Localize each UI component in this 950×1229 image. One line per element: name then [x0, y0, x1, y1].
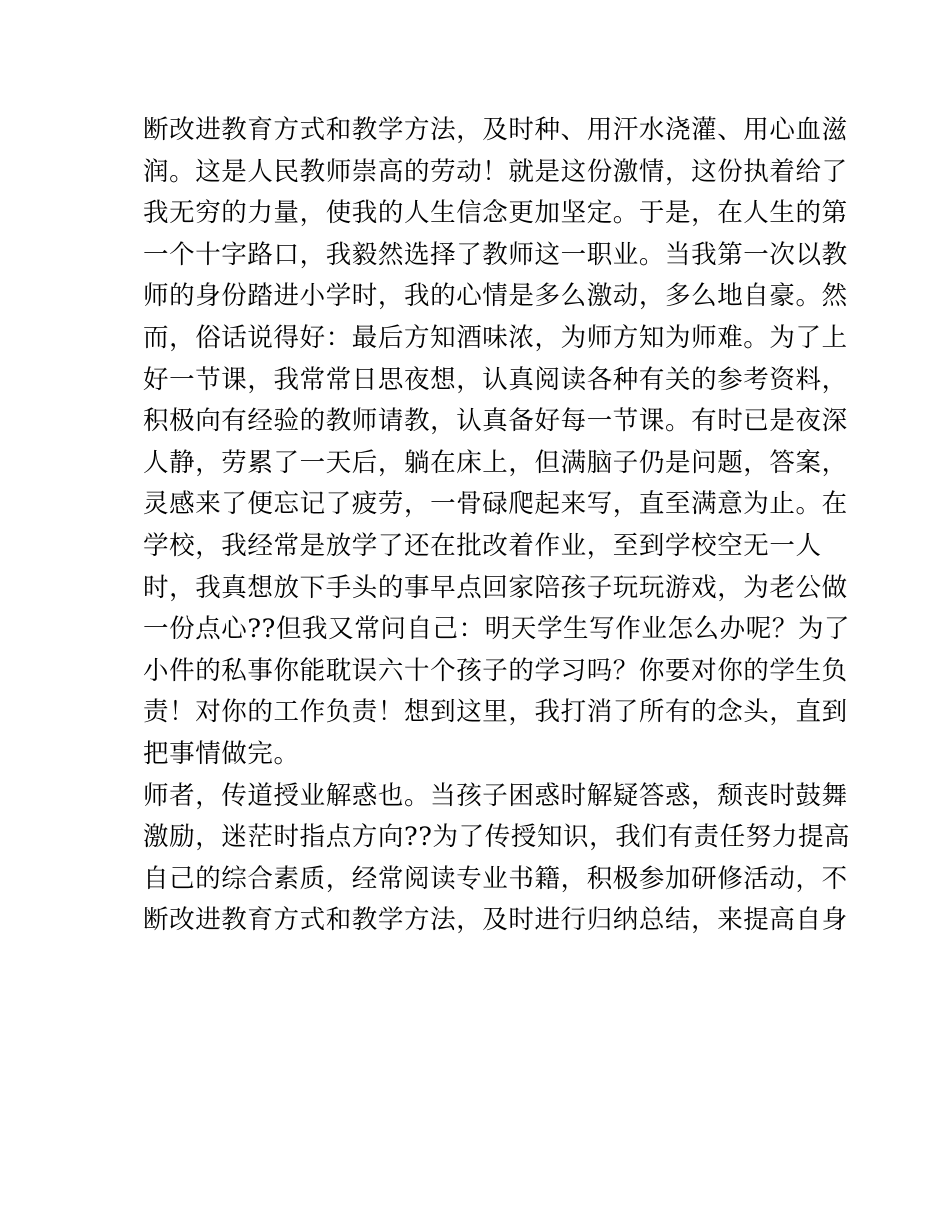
- text-line: 一份点心??但我又常问自己：明天学生写作业怎么办呢？为了: [143, 614, 851, 645]
- text-line: 师的身份踏进小学时，我的心情是多么激动，多么地自豪。然: [143, 281, 848, 312]
- text-line: 学校，我经常是放学了还在批改着作业，至到学校空无一人: [143, 530, 822, 561]
- text-line: 润。这是人民教师崇高的劳动！就是这份激情，这份执着给了: [143, 156, 848, 187]
- text-line: 一个十字路口，我毅然选择了教师这一职业。当我第一次以教: [143, 239, 848, 270]
- text-line: 激励，迷茫时指点方向??为了传授知识，我们有责任努力提高: [143, 822, 851, 853]
- text-line: 小件的私事你能耽误六十个孩子的学习吗？你要对你的学生负: [143, 655, 848, 686]
- text-line: 责！对你的工作负责！想到这里，我打消了所有的念头，直到: [143, 697, 848, 728]
- text-line: 好一节课，我常常日思夜想，认真阅读各种有关的参考资料，: [143, 364, 848, 395]
- text-line: 自己的综合素质，经常阅读专业书籍，积极参加研修活动，不: [143, 863, 848, 894]
- body-text: [143, 110, 851, 942]
- text-line: 灵感来了便忘记了疲劳，一骨碌爬起来写，直至满意为止。在: [143, 489, 848, 520]
- text-line: 我无穷的力量，使我的人生信念更加坚定。于是，在人生的第: [143, 198, 848, 229]
- text-line: 断改进教育方式和教学方法，及时种、用汗水浇灌、用心血滋: [143, 115, 848, 145]
- text-line: 人静，劳累了一天后，躺在床上，但满脑子仍是问题，答案，: [143, 447, 848, 478]
- text-line: 积极向有经验的教师请教，认真备好每一节课。有时已是夜深: [143, 406, 848, 437]
- text-line: 断改进教育方式和教学方法，及时进行归纳总结，来提高自身: [143, 905, 848, 936]
- text-line: 时，我真想放下手头的事早点回家陪孩子玩玩游戏，为老公做: [143, 572, 848, 603]
- text-line: 师者，传道授业解惑也。当孩子困惑时解疑答惑，颓丧时鼓舞: [143, 780, 848, 811]
- text-line: 把事情做完。: [143, 738, 300, 769]
- text-line: 而，俗话说得好：最后方知酒味浓，为师方知为师难。为了上: [143, 322, 848, 353]
